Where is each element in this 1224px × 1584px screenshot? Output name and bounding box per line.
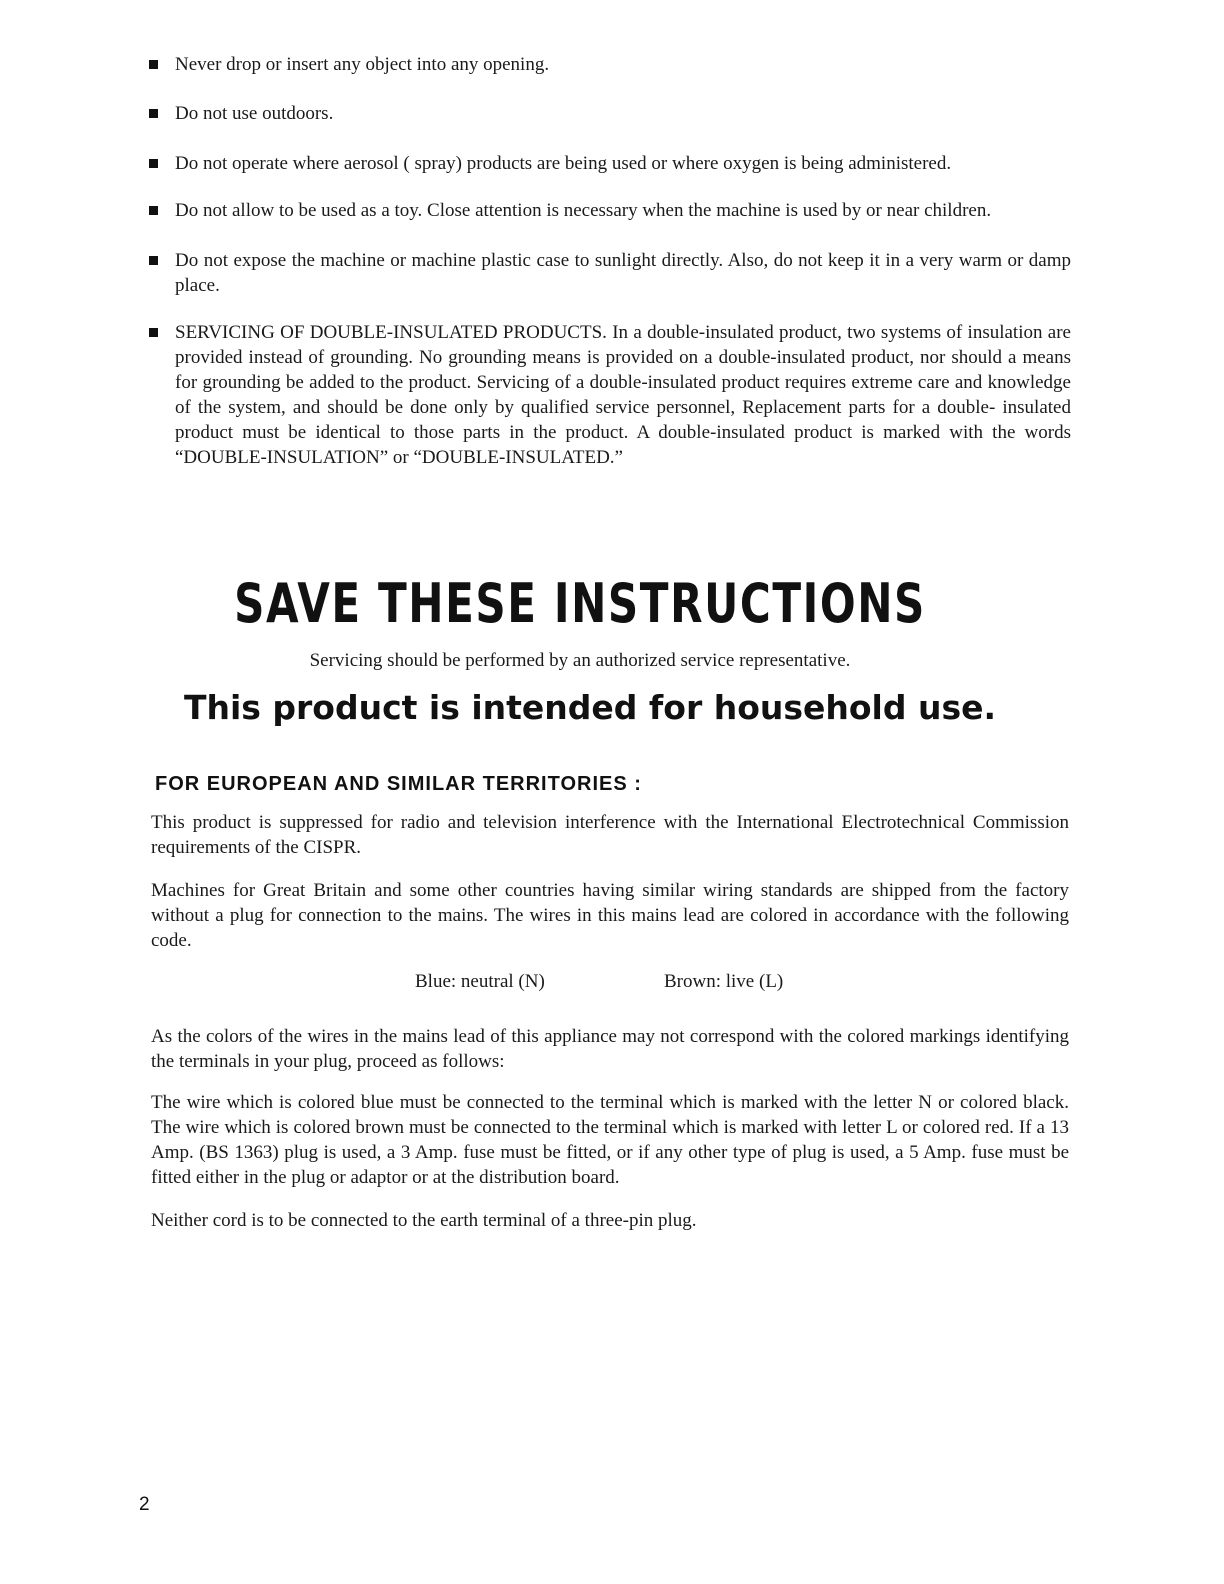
safety-bullet <box>146 198 1071 223</box>
plug-markings-paragraph: As the colors of the wires in the mains lead of this appliance may not correspond with the colored markings identifying the terminals in your plug, proceed as follows: <box>151 1026 1069 1072</box>
european-section-heading: FOR EUROPEAN AND SIMILAR TERRITORIES : <box>155 773 642 795</box>
safety-bullet <box>146 248 1071 298</box>
wiring-instructions-paragraph: The wire which is colored blue must be connected to the terminal which is marked with the letter N or colored black. The wire which is colored brown must be connected to the terminal which is marked with letter L or colored red. If a 13 Amp. (BS 1363) plug is used, a 3 Amp. fuse must be fitted, or if any other type of plug is used, a 5 Amp. fuse must be fitted either in the plug or adaptor or at the distribution board. <box>151 1092 1069 1188</box>
square-bullet-icon <box>149 328 158 337</box>
bullet-text: Do not operate where aerosol ( spray) products are being used or where oxygen is being administered. <box>175 153 952 174</box>
square-bullet-icon <box>149 159 158 168</box>
service-note: Servicing should be performed by an authorized service representative. <box>309 650 851 671</box>
page-number: 2 <box>139 1494 150 1515</box>
earth-terminal-paragraph: Neither cord is to be connected to the earth terminal of a three-pin plug. <box>151 1210 697 1231</box>
wire-code-blue: Blue: neutral (N) <box>415 971 545 992</box>
mains-lead-paragraph: Machines for Great Britain and some other countries having similar wiring standards are shipped from the factory without a plug for connection to the mains. The wires in this mains lead are colored in accordance with the following code. <box>151 880 1069 951</box>
square-bullet-icon <box>149 109 158 118</box>
safety-bullet <box>146 52 1071 77</box>
wire-code-brown: Brown: live (L) <box>664 971 784 992</box>
bullet-text: Do not expose the machine or machine plastic case to sunlight directly. Also, do not keep it in a very warm or damp place. <box>175 250 1071 296</box>
square-bullet-icon <box>149 60 158 69</box>
square-bullet-icon <box>149 206 158 215</box>
safety-bullet <box>146 151 1071 176</box>
bullet-text: Do not allow to be used as a toy. Close attention is necessary when the machine is used by or near children. <box>175 200 992 221</box>
safety-bullet-list <box>146 52 1071 470</box>
save-instructions-title: SAVE THESE INSTRUCTIONS <box>234 572 926 635</box>
bullet-text: Do not use outdoors. <box>175 103 334 124</box>
bullet-text: Never drop or insert any object into any opening. <box>175 54 550 75</box>
safety-bullet <box>146 320 1071 470</box>
square-bullet-icon <box>149 256 158 265</box>
household-use-notice: This product is intended for household use. <box>183 688 997 727</box>
cispr-paragraph: This product is suppressed for radio and television interference with the International Electrotechnical Commission requirements of the CISPR. <box>151 812 1069 858</box>
bullet-text: SERVICING OF DOUBLE-INSULATED PRODUCTS. In a double-insulated product, two systems of insulation are provided instead of grounding. No grounding means is provided on a double-insulated product, nor should a means for grounding be added to the product. Servicing of a double-insulated product requires extreme care and knowledge of the system, and should be done only by qualified service personnel, Replacement parts for a double- insulated product must be identical to those parts in the product. A double-insulated product is marked with the words “DOUBLE-INSULATION” or “DOUBLE-INSULATED.” <box>175 322 1071 468</box>
safety-bullet <box>146 101 1071 126</box>
